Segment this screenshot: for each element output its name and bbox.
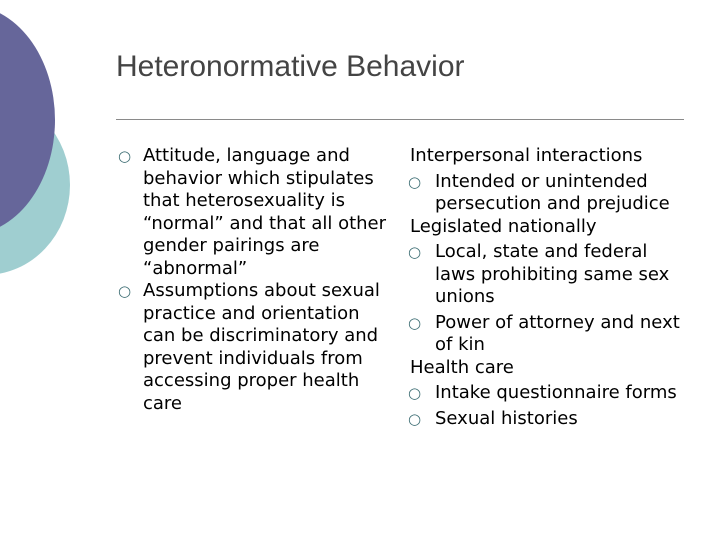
right-sub-item-text: Sexual histories <box>435 407 578 429</box>
hollow-circle-bullet-icon: ○ <box>118 282 132 300</box>
left-column <box>116 145 392 415</box>
hollow-circle-bullet-icon: ○ <box>408 409 422 428</box>
left-list-item <box>116 145 392 280</box>
right-sub-item-text: Intended or unintended persecution and prejudice <box>435 170 670 214</box>
right-column <box>408 145 692 430</box>
right-sub-item <box>408 241 692 309</box>
right-sub-item <box>408 408 692 431</box>
right-sub-item <box>408 382 692 405</box>
left-item-text: Assumptions about sexual practice and orientation can be discriminatory and prevent individuals from accessing proper health care <box>143 280 380 414</box>
hollow-circle-bullet-icon: ○ <box>408 172 422 191</box>
right-sub-item <box>408 312 692 357</box>
right-section-heading: Health care <box>410 356 514 378</box>
hollow-circle-bullet-icon: ○ <box>408 243 422 261</box>
right-sub-item-text: Power of attorney and next of kin <box>435 311 680 355</box>
left-item-text: Attitude, language and behavior which stipulates that heterosexuality is “normal” and that all other gender pairings are “abnormal” <box>143 145 387 279</box>
hollow-circle-bullet-icon: ○ <box>408 384 422 402</box>
left-list-item <box>116 280 392 415</box>
right-section-heading: Interpersonal interactions <box>410 145 643 166</box>
hollow-circle-bullet-icon: ○ <box>118 147 132 165</box>
right-section-heading: Legislated nationally <box>410 215 597 237</box>
right-sub-item-text: Intake questionnaire forms <box>435 382 677 403</box>
hollow-circle-bullet-icon: ○ <box>408 313 422 332</box>
right-sub-item-text: Local, state and federal laws prohibiting same sex unions <box>435 241 670 307</box>
right-sub-item <box>408 171 692 216</box>
title-divider <box>116 119 684 120</box>
slide-title: Heteronormative Behavior <box>116 50 465 83</box>
